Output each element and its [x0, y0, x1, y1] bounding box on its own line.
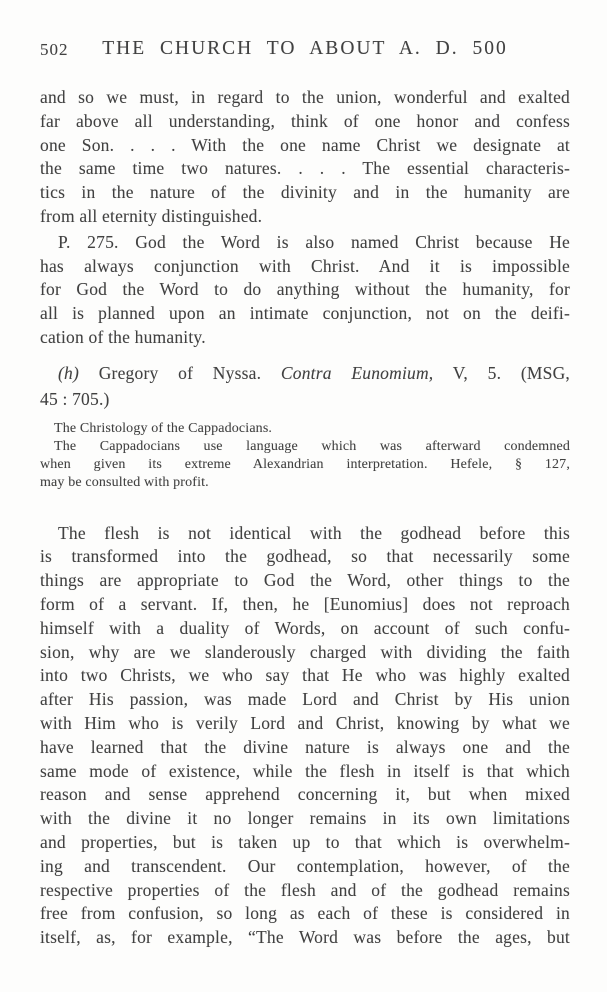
- text-line: itself, as, for example, “The Word was before the ages, but: [40, 927, 570, 948]
- source-heading-line1: [40, 360, 570, 386]
- quote-paragraph-main: [40, 522, 570, 950]
- note-paragraph-2: [40, 438, 570, 493]
- text-line: have learned that the divine nature is always one and the: [40, 736, 570, 757]
- text-line: all is planned upon an intimate conjunction, not on the deifi-: [40, 303, 570, 324]
- text-line: and properties, but is taken up to that which is overwhelm-: [40, 831, 570, 852]
- text-line: after His passion, was made Lord and Christ by His union: [40, 689, 570, 710]
- quote-paragraph-p275: [40, 231, 570, 350]
- text-line: may be consulted with profit.: [40, 475, 209, 491]
- text-line: and so we must, in regard to the union, wonderful and exalted: [40, 87, 570, 107]
- text-line: far above all understanding, think of one honor and confess: [40, 110, 570, 131]
- text-line: the same time two natures. . . . The essential characteris-: [40, 158, 570, 179]
- text-line: free from confusion, so long as each of these is considered in: [40, 903, 570, 924]
- text-line: tics in the nature of the divinity and in the humanity are: [40, 182, 570, 203]
- text-line: P. 275. God the Word is also named Christ because He: [58, 231, 570, 252]
- text-line: himself with a duality of Words, on account of such confu-: [40, 617, 570, 638]
- source-heading-line2: 45 : 705.): [40, 388, 110, 409]
- text-line: is transformed into the godhead, so that necessarily some: [40, 546, 570, 567]
- text-line: has always conjunction with Christ. And it is impossible: [40, 255, 570, 276]
- text-line: sion, why are we slanderously charged with dividing the faith: [40, 641, 570, 662]
- citation: V, 5. (MSG,: [452, 362, 570, 383]
- text-line: cation of the humanity.: [40, 326, 206, 347]
- editorial-note: [40, 420, 570, 493]
- running-title: THE CHURCH TO ABOUT A. D. 500: [102, 38, 508, 59]
- text-line: The Christology of the Cappadocians.: [54, 420, 273, 436]
- text-line: with Him who is verily Lord and Christ, knowing by what we: [40, 712, 570, 733]
- source-heading: [40, 360, 570, 412]
- text-line: respective properties of the flesh and of the godhead remains: [40, 879, 570, 900]
- author-name: Gregory of Nyssa.: [98, 362, 262, 383]
- item-label: (h): [58, 362, 80, 383]
- text-line: when given its extreme Alexandrian interpretation. Hefele, § 127,: [40, 457, 570, 473]
- text-line: into two Christs, we who say that He who was highly exalted: [40, 665, 570, 686]
- quote-paragraph-continuation: [40, 86, 570, 229]
- text-line: ing and transcendent. Our contemplation, however, of the: [40, 855, 570, 876]
- text-line: The Cappadocians use language which was afterward condemned: [54, 438, 570, 454]
- text-line: things are appropriate to God the Word, other things to the: [40, 570, 570, 591]
- text-line: reason and sense apprehend concerning it, but when mixed: [40, 784, 570, 805]
- text-line: with the divine it no longer remains in its own limitations: [40, 808, 570, 829]
- page-number: 502: [40, 40, 69, 59]
- text-line: one Son. . . . With the one name Christ we designate at: [40, 134, 570, 155]
- note-paragraph-1: [40, 420, 570, 438]
- text-line: for God the Word to do anything without the humanity, for: [40, 279, 570, 300]
- work-title: Contra Eunomium,: [280, 362, 434, 383]
- text-line: The flesh is not identical with the godhead before this: [58, 522, 570, 543]
- text-line: from all eternity distinguished.: [40, 205, 263, 226]
- page-header: [40, 38, 570, 60]
- text-line: same mode of existence, while the flesh in itself is that which: [40, 760, 570, 781]
- text-line: form of a servant. If, then, he [Eunomius] does not reproach: [40, 593, 570, 614]
